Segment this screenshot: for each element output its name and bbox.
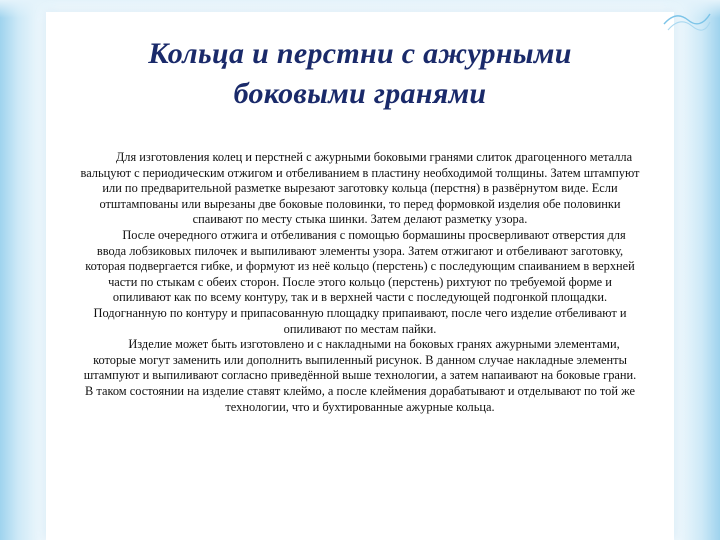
- body-text: [80, 150, 640, 415]
- paragraph-1: Для изготовления колец и перстней с ажурными боковыми гранями слиток драгоценного металла вальцуют с периодическим отжигом и отбеливанием в пластину необходимой толщины. Затем штампуют или по предварительной разметке вырезают заготовку кольца (перстня) в развёрнутом виде. Если отштампованы или вырезаны две боковые половинки, то перед формовкой изделия обе половинки спаивают по месту стыка шинки. Затем делают разметку узора.: [80, 150, 640, 227]
- paragraph-3: Изделие может быть изготовлено и с накладными на боковых гранях ажурными элементами, которые могут заменить или дополнить выпиленный рисунок. В данном случае накладные элементы штампуют и выпиливают согласно приведённой выше технологии, а затем напаивают на боковые грани. В таком состоянии на изделие ставят клеймо, а после клеймения дорабатывают и отделывают по той же технологии, что и бухтированные ажурные кольца.: [83, 337, 637, 414]
- corner-wave-decoration-icon: [662, 4, 712, 34]
- slide-title: [60, 34, 660, 114]
- paragraph-2: После очередного отжига и отбеливания с помощью бормашины просверливают отверстия для ввода лобзиковых пилочек и выпиливают элементы узора. Затем отжигают и отбеливают заготовку, которая подвергается гибке, и формуют из неё кольцо (перстень) с последующим спаиванием в верхней части по стыкам с обеих сторон. После этого кольцо (перстень) рихтуют по требуемой форме и опиливают как по всему контуру, так и в верхней части с последующей подгонкой площадки. Подогнанную по контуру и припасованную площадку припаивают, после чего изделие отбеливают и опиливают по местам пайки.: [85, 227, 635, 336]
- title-line-2: боковыми гранями: [233, 77, 487, 110]
- title-line-1: Кольца и перстни с ажурными: [148, 37, 572, 70]
